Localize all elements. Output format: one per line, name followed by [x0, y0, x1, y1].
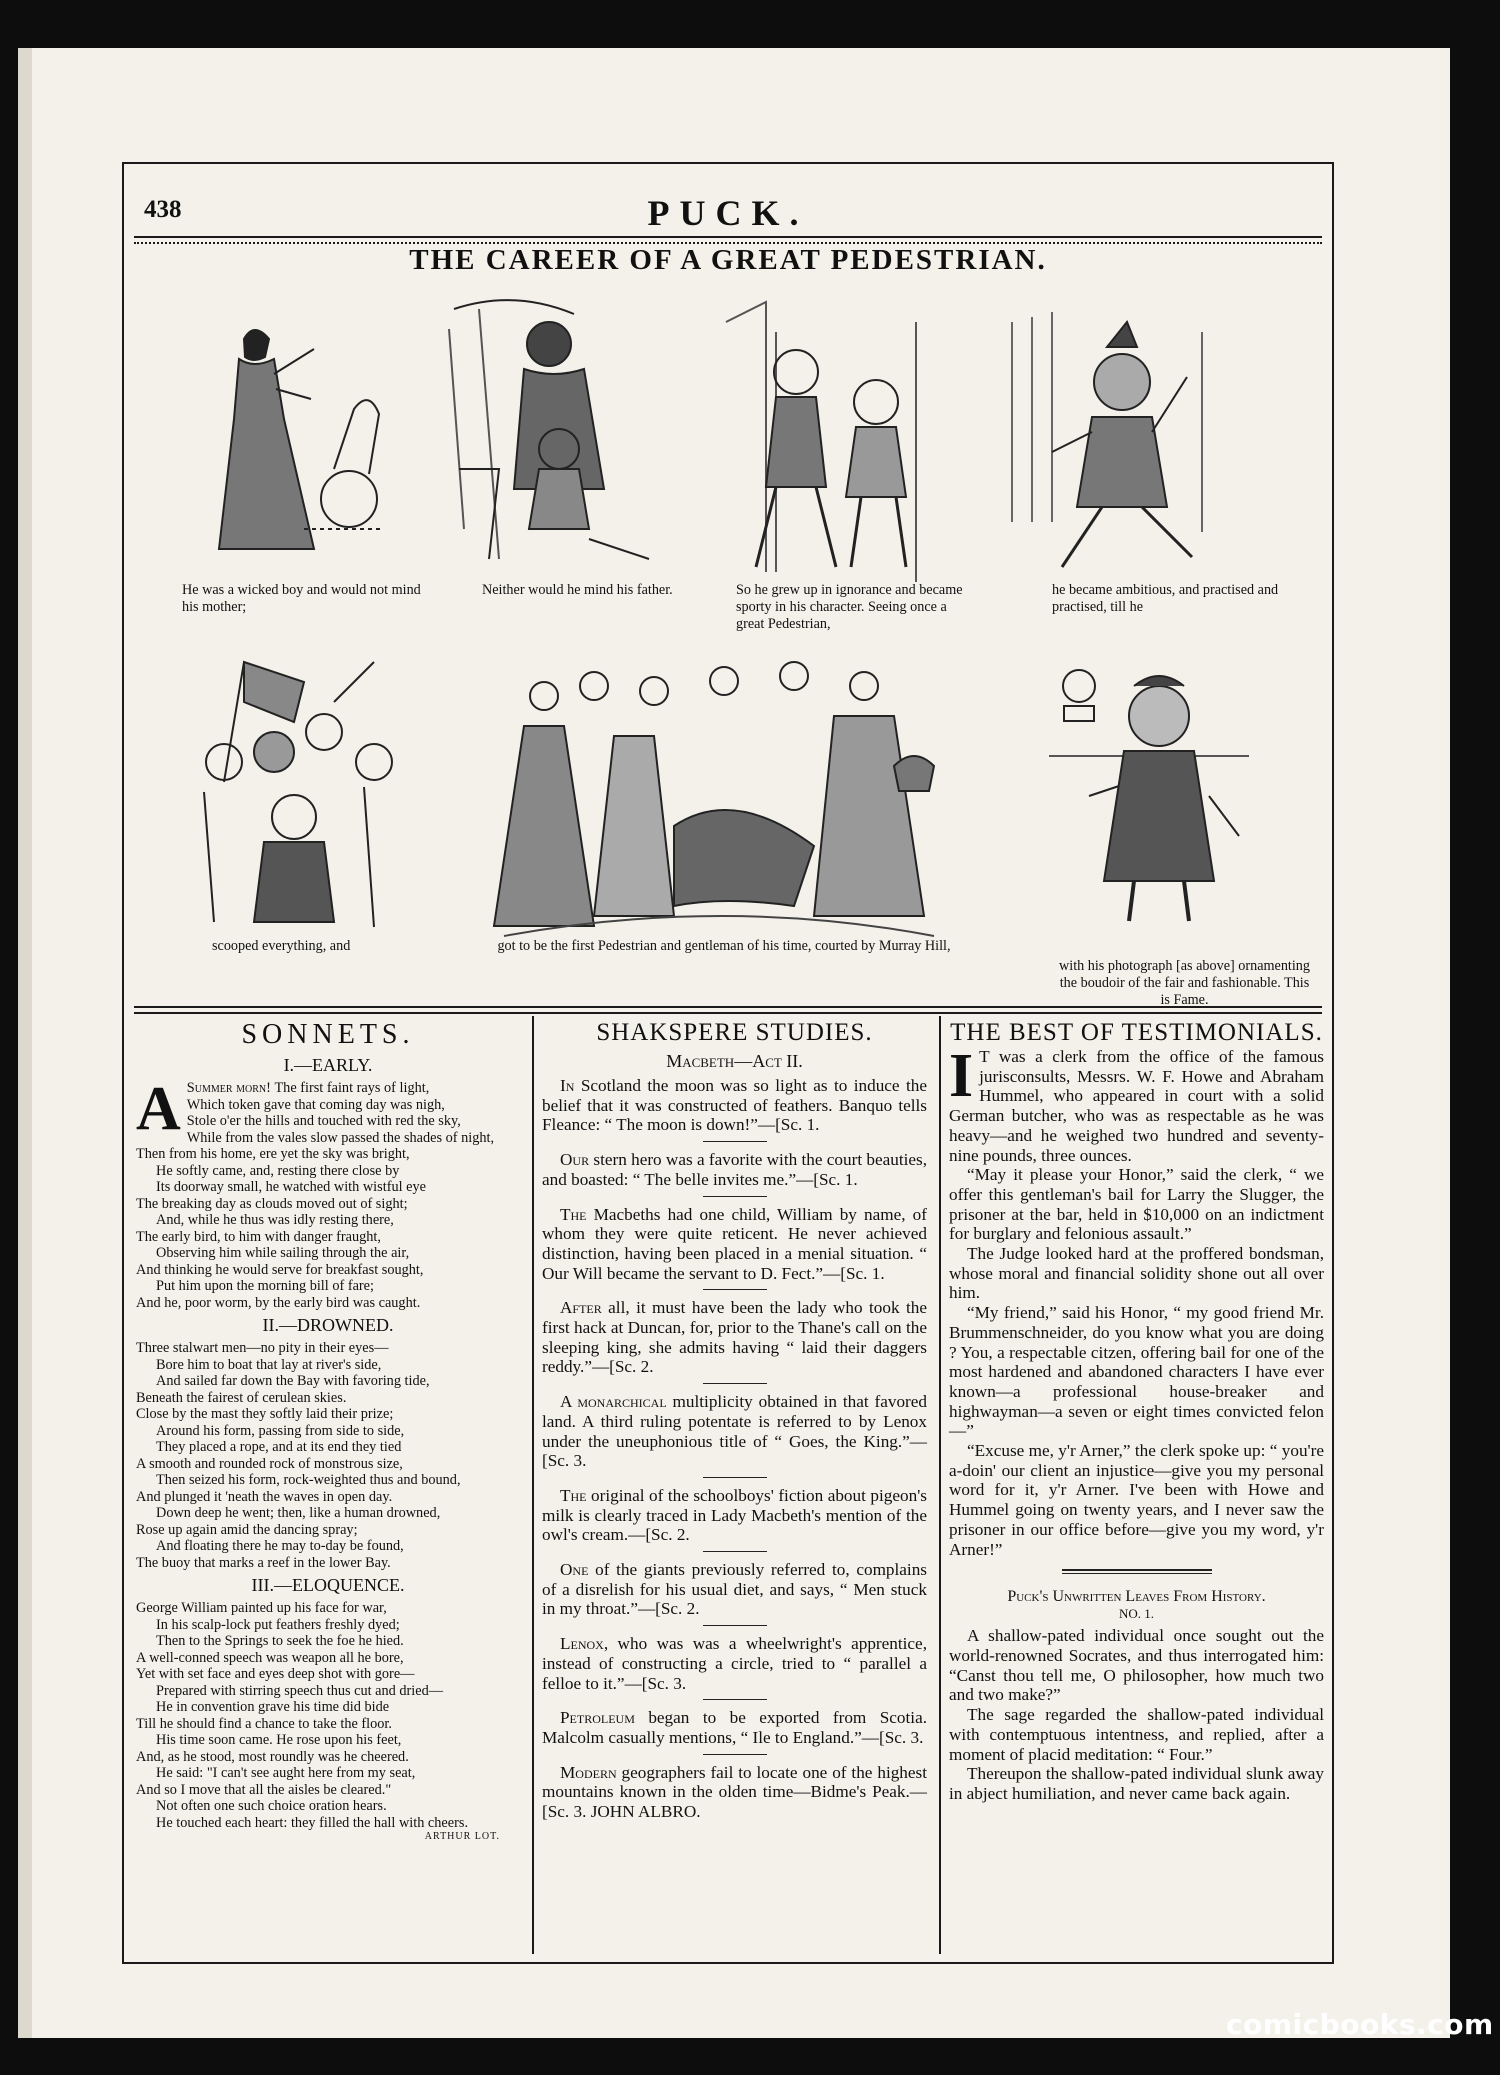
- divider: [703, 1625, 767, 1626]
- poem-line: Put him upon the morning bill of fare;: [156, 1278, 374, 1294]
- poem-line: He in convention grave his time did bide: [156, 1699, 390, 1715]
- shakspere-body: [542, 1076, 927, 1822]
- poem-line: They placed a rope, and at its end they tied: [156, 1439, 402, 1455]
- column-rule: [532, 1016, 534, 1954]
- testimonial-paragraph: The Judge looked hard at the proffered bondsman, whose moral and financial solidity shone out all over him.: [949, 1244, 1324, 1303]
- unwritten-number: NO. 1.: [1118, 1606, 1155, 1622]
- testimonials-column: [949, 1019, 1324, 1804]
- fashionable-gentleman-icon: [1039, 646, 1269, 936]
- divider: [1062, 1573, 1212, 1574]
- history-paragraph: Thereupon the shallow-pated individual slunk away in abject humiliation, and never came back again.: [949, 1764, 1324, 1803]
- poem-line: The breaking day as clouds moved out of sight;: [136, 1195, 408, 1212]
- poem-line: Stole o'er the hills and touched with red the sky,: [186, 1113, 461, 1129]
- sonnet-title: II.—DROWNED.: [262, 1315, 394, 1335]
- poem-line: Down deep he went; then, like a human drowned,: [156, 1505, 441, 1521]
- father-whipping-boy-icon: [439, 289, 669, 589]
- divider: [703, 1699, 767, 1700]
- poem-line: He touched each heart: they filled the hall with cheers.: [156, 1814, 469, 1831]
- panel-caption: with his photograph [as above] ornamenting the boudoir of the fair and fashionable. This is Fame.: [1059, 958, 1310, 1008]
- panel-caption: So he grew up in ignorance and became sporty in his character. Seeing once a great Pedestrian,: [736, 582, 963, 632]
- divider: [703, 1551, 767, 1552]
- divider: [703, 1754, 767, 1755]
- sonnets-signature: ARTHUR LOT.: [424, 1831, 500, 1842]
- testimonial-paragraph: “Excuse me, y'r Arner,” the clerk spoke up: “ you're a-doin' our client an injustice—give you my personal word for it, y'r Arner. I've been with Howe and Hummel going on twenty years, and I never saw the prisoner in our office before—give you my word, y'r Arner!”: [949, 1441, 1324, 1559]
- panel-caption: He was a wicked boy and would not mind his mother;: [182, 582, 421, 615]
- shakspere-item: After all, it must have been the lady who took the first hack at Duncan, for, prior to the Thane's call on the sleeping king, she admits having “ laid their daggers reddy.”—[Sc. 2.: [542, 1298, 927, 1377]
- poem-line: George William painted up his face for war,: [136, 1600, 387, 1616]
- testimonial-paragraph: I T was a clerk from the office of the famous jurisconsults, Messrs. W. F. Howe and Abraham Hummel, who appeared in court with a solid German butcher, who was as respectable as he was heavy—and he weighed two hundred and seventy-nine pounds, three ounces.: [949, 1042, 1324, 1165]
- testimonial-paragraph: “May it please your Honor,” said the clerk, “ we offer this gentleman's bail for Larry the Slugger, the prisoner at the bar, held in $10,000 on an indictment for burglary and felonious assault.”: [949, 1165, 1324, 1244]
- poem-line: The early bird, to him with danger fraught,: [136, 1228, 381, 1245]
- cheering-crowd-icon: [184, 642, 414, 947]
- binding-gutter: [18, 48, 32, 2038]
- section-rule: [134, 1006, 1322, 1008]
- history-paragraph: The sage regarded the shallow-pated individual with contemptuous intentness, and replied, after a moment of placid meditation: “ Four.”: [949, 1705, 1324, 1764]
- panel-caption: scooped everything, and: [212, 938, 351, 954]
- divider: [703, 1383, 767, 1384]
- poem-line: And floating there he may to-day be found,: [156, 1538, 404, 1554]
- shakspere-item: A monarchical multiplicity obtained in that favored land. A third ruling potentate is referred to by Lenox under the uneuphonious title of “ Goes, the King.”—[Sc. 3.: [542, 1392, 927, 1471]
- sonnets-body: [136, 1055, 520, 1831]
- drop-cap: A: [136, 1075, 181, 1143]
- poem-line: A smooth and rounded rock of monstrous size,: [136, 1455, 403, 1472]
- shakspere-subheading: Macbeth—Act II.: [666, 1051, 803, 1071]
- poem-line: And, while he thus was idly resting there,: [156, 1212, 394, 1228]
- unwritten-heading: Puck's Unwritten Leaves From History.: [1007, 1588, 1266, 1606]
- poem-line: Yet with set face and eyes deep shot with gore—: [136, 1666, 415, 1682]
- item-lead: A monarchical: [560, 1392, 667, 1412]
- header-rule: [134, 236, 1322, 238]
- poem-line: And he, poor worm, by the early bird was caught.: [136, 1294, 421, 1311]
- mother-and-boy-icon: [184, 299, 394, 589]
- testimonials-heading: THE BEST OF TESTIMONIALS.: [950, 1019, 1323, 1046]
- masthead: PUCK.: [647, 193, 809, 233]
- poem-line: Observing him while sailing through the air,: [156, 1245, 410, 1261]
- divider: [703, 1141, 767, 1142]
- poem-line: He softly came, and, resting there close by: [156, 1162, 400, 1179]
- divider: [703, 1477, 767, 1478]
- sonnet-title: I.—EARLY.: [283, 1055, 373, 1075]
- sonnet-poem: [136, 1340, 520, 1571]
- poem-line: Which token gave that coming day was nigh,: [186, 1096, 445, 1113]
- shakspere-item: Our stern hero was a favorite with the court beauties, and boasted: “ The belle invites me.”—[Sc. 1.: [542, 1150, 927, 1189]
- poem-line: Around his form, passing from side to side,: [156, 1422, 405, 1439]
- poem-line: Three stalwart men—no pity in their eyes—: [136, 1340, 389, 1356]
- shakspere-item: In Scotland the moon was so light as to induce the belief that it was constructed of feathers. Banquo tells Fleance: “ The moon is down!”—[Sc. 1.: [542, 1076, 927, 1135]
- item-lead: In: [560, 1076, 575, 1095]
- shakspere-item: One of the giants previously referred to, complains of a disrelish for his usual diet, and says, “ Men stuck in my throat.”—[Sc. 2.: [542, 1560, 927, 1619]
- shakspere-item: Modern geographers fail to locate one of the highest mountains known in the olden time—Bidme's Peak.—[Sc. 3. JOHN ALBRO.: [542, 1762, 927, 1822]
- poem-line: Its doorway small, he watched with wistful eye: [156, 1179, 426, 1195]
- society-ladies-icon: [484, 656, 954, 961]
- unwritten-body: [949, 1626, 1324, 1803]
- poem-line: His time soon came. He rose upon his feet,: [156, 1732, 402, 1748]
- poem-line: Summer morn! The first faint rays of light,: [186, 1080, 430, 1096]
- poem-line: Then to the Springs to seek the foe he hied.: [156, 1633, 404, 1649]
- item-lead: The: [560, 1204, 587, 1224]
- shakspere-item: The Macbeths had one child, William by name, of whom they were quite reticent. He never achieved distinction, having been placed in a menial situation. “ Our Will became the servant to D. Fect.”—[Sc. 1.: [542, 1204, 927, 1283]
- divider: [703, 1196, 767, 1197]
- sonnet-poem: [136, 1075, 520, 1311]
- item-lead: The: [560, 1485, 587, 1505]
- section-rule: [134, 1012, 1322, 1014]
- item-lead: Our: [560, 1150, 590, 1170]
- testimonials-body: [949, 1042, 1324, 1559]
- magazine-page: [122, 162, 1334, 1964]
- item-lead: After: [560, 1298, 602, 1318]
- cartoon-title: THE CAREER OF A GREAT PEDESTRIAN.: [409, 244, 1047, 276]
- sporty-boys-icon: [716, 292, 946, 592]
- item-lead: One: [560, 1560, 589, 1580]
- panel-caption: got to be the first Pedestrian and gentleman of his time, courted by Murray Hill,: [497, 938, 951, 954]
- poem-line: Beneath the fairest of cerulean skies.: [136, 1389, 347, 1406]
- practising-walker-icon: [1002, 302, 1232, 587]
- poem-line: And sailed far down the Bay with favoring tide,: [156, 1373, 430, 1389]
- poem-line: Rose up again amid the dancing spray;: [136, 1521, 358, 1538]
- shakspere-item: Petroleum began to be exported from Scotia. Malcolm casually mentions, “ Ile to England.”—[Sc. 3.: [542, 1708, 927, 1747]
- divider: [703, 1289, 767, 1290]
- sonnets-heading: SONNETS.: [241, 1019, 415, 1050]
- history-paragraph: A shallow-pated individual once sought out the world-renowned Socrates, and thus interrogated him: “Canst thou tell me, O philosopher, how much two and two make?”: [949, 1626, 1324, 1705]
- shakspere-item: The original of the schoolboys' fiction about pigeon's milk is clearly traced in Lady Macbeth's mention of the owl's cream.—[Sc. 2.: [542, 1485, 927, 1545]
- item-lead: Modern: [560, 1762, 617, 1782]
- shakspere-column: [542, 1019, 927, 1822]
- poem-line: And so I move that all the aisles be cleared.": [136, 1781, 392, 1798]
- page-header: [124, 192, 1332, 236]
- poem-line: And, as he stood, most roundly was he cheered.: [136, 1748, 409, 1765]
- poem-line: Close by the mast they softly laid their prize;: [136, 1406, 394, 1422]
- poem-line: Then from his home, ere yet the sky was bright,: [136, 1146, 410, 1162]
- shakspere-heading: SHAKSPERE STUDIES.: [596, 1019, 873, 1046]
- sonnet-poem: [136, 1600, 520, 1831]
- shakspere-item: Lenox, who was was a wheelwright's apprentice, instead of constructing a circle, tried to “ parallel a felloe to it.”—[Sc. 3.: [542, 1634, 927, 1693]
- poem-line: In his scalp-lock put feathers freshly dyed;: [156, 1616, 400, 1633]
- panel-caption: Neither would he mind his father.: [482, 582, 673, 598]
- poem-line: While from the vales slow passed the shades of night,: [186, 1129, 495, 1146]
- sonnets-column: [136, 1019, 520, 1842]
- shakspere-signature: JOHN ALBRO.: [590, 1802, 701, 1822]
- watermark: comicbooks.com: [1226, 2008, 1494, 2041]
- poem-line: And plunged it 'neath the waves in open day.: [136, 1488, 393, 1505]
- testimonial-paragraph: “My friend,” said his Honor, “ my good friend Mr. Brummenschneider, do you know what you are doing ? You, a respectable citzen, offering bail for one of the most hardened and abandoned characters I have ever known—a professional house-breaker and highwayman—a seven or eight times convicted felon—”: [949, 1303, 1324, 1441]
- poem-line: A well-conned speech was weapon all he bore,: [136, 1649, 404, 1666]
- column-rule: [939, 1016, 941, 1954]
- page-number: 438: [144, 196, 182, 223]
- divider: [1062, 1569, 1212, 1571]
- poem-line: He said: "I can't see aught here from my seat,: [156, 1765, 416, 1781]
- poem-line: And thinking he would serve for breakfast sought,: [136, 1261, 424, 1278]
- poem-line: The buoy that marks a reef in the lower Bay.: [136, 1554, 391, 1571]
- panel-caption: he became ambitious, and practised and practised, till he: [1052, 582, 1279, 615]
- item-lead: Petroleum: [560, 1708, 635, 1728]
- item-lead: Lenox,: [560, 1634, 609, 1654]
- poem-line: Prepared with stirring speech thus cut and dried—: [156, 1682, 444, 1699]
- sonnet-title: III.—ELOQUENCE.: [251, 1575, 405, 1595]
- poem-first-words: Summer morn!: [186, 1080, 275, 1096]
- poem-line: Bore him to boat that lay at river's side,: [156, 1356, 382, 1373]
- poem-line: Not often one such choice oration hears.: [156, 1798, 387, 1814]
- poem-line: Then seized his form, rock-weighted thus and bound,: [156, 1472, 461, 1488]
- drop-cap: I: [949, 1042, 974, 1110]
- poem-line: Till he should find a chance to take the floor.: [136, 1715, 392, 1732]
